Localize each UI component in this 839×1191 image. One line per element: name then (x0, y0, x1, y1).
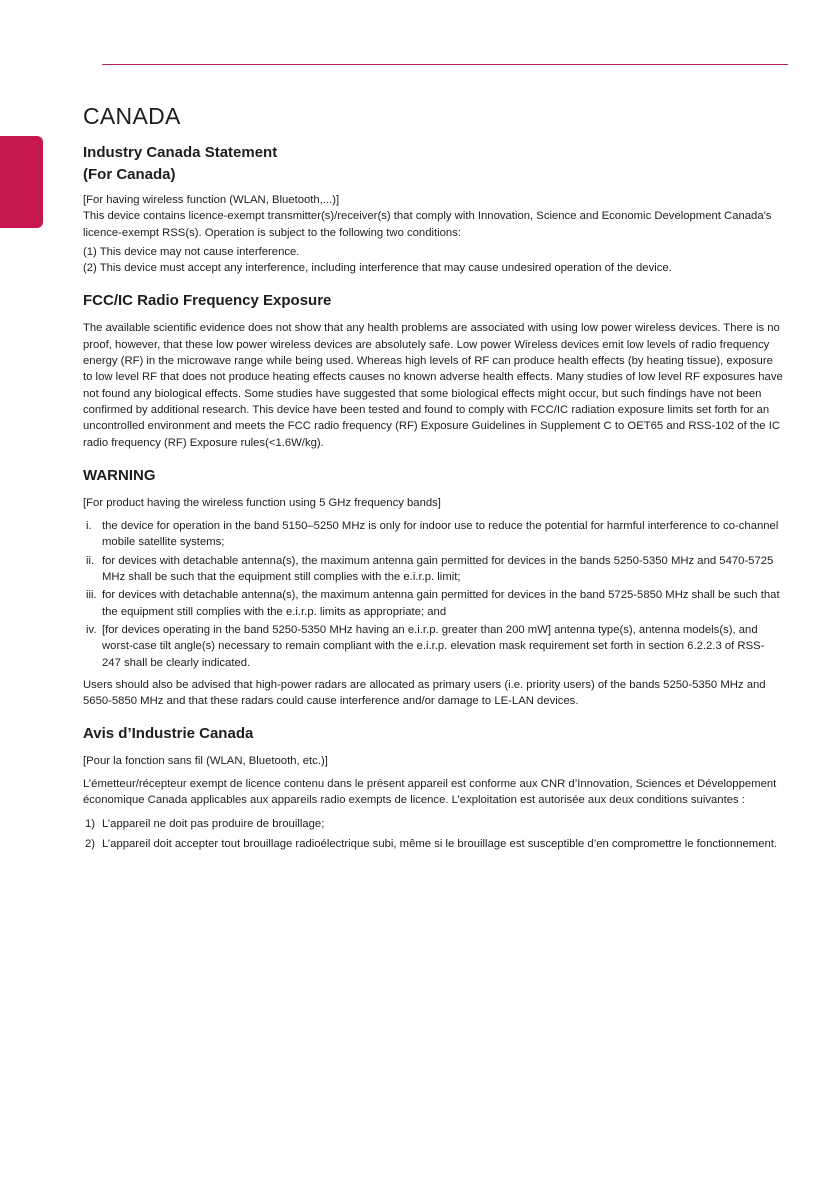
list-item-text: for devices with detachable antenna(s), the maximum antenna gain permitted for devices in the bands 5250-5350 MHz and 5470-5725 MHz shall be such that the equipment still complies with the e.i.r.p. limit; (102, 554, 774, 584)
list-item-number: 1) (85, 818, 96, 831)
avis-intro: [Pour la fonction sans fil (WLAN, Bluetooth, etc.)] (83, 755, 328, 768)
list-item-number: iii. (86, 589, 97, 602)
avis-section (83, 723, 783, 851)
page-content (83, 103, 783, 855)
list-item (83, 836, 783, 852)
list-item (83, 553, 783, 586)
list-item (83, 587, 783, 620)
industry-body: This device contains licence-exempt transmitter(s)/receiver(s) that comply with Innovation, Science and Economic Development Canada's licence-exempt RSS(s). Operation is subject to the following two conditions: (83, 210, 772, 239)
list-item-text: [for devices operating in the band 5250-5350 MHz having an e.i.r.p. greater than 200 mW] antenna type(s), antenna models(s), and worst-case tilt angle(s) necessary to remain compliant with the e.i.r.p. elevation mask requirement set forth in section 6.2.2.3 of RSS-247 shall be clearly indicated. (102, 623, 765, 669)
warning-intro: [For product having the wireless function using 5 GHz frequency bands] (83, 496, 441, 509)
fcc-section (83, 290, 783, 450)
list-item (83, 816, 783, 832)
list-item-number: 2) (85, 837, 96, 850)
list-item-number: iv. (86, 623, 97, 636)
warning-list (83, 518, 783, 671)
warning-heading: WARNING (83, 466, 156, 484)
avis-body: L’émetteur/récepteur exempt de licence contenu dans le présent appareil est conforme aux CNR d’Innovation, Sciences et Développement économique Canada applicables aux appareils radio exempts de licence. L’exploitation est autorisée aux deux conditions suivantes : (83, 777, 777, 807)
list-item-text: for devices with detachable antenna(s), the maximum antenna gain permitted for devices in the band 5725-5850 MHz shall be such that the equipment still complies with the e.i.r.p. limits as appropriate; and (102, 589, 780, 618)
header-rule (102, 64, 788, 65)
warning-footer: Users should also be advised that high-power radars are allocated as primary users (i.e. priority users) of the bands 5250-5350 MHz and 5650-5850 MHz and that these radars could cause interference and/or damage to LE-LAN devices. (83, 678, 766, 708)
list-item (83, 622, 783, 671)
section-tab-marker (0, 136, 43, 228)
list-item-number: ii. (86, 554, 95, 567)
list-item-text: the device for operation in the band 5150–5250 MHz is only for indoor use to reduce the potential for harmful interference to co-channel mobile satellite systems; (102, 520, 779, 549)
list-item (83, 518, 783, 551)
list-item-text: L’appareil ne doit pas produire de brouillage; (102, 818, 325, 831)
list-item-number: i. (86, 520, 92, 533)
industry-heading: Industry Canada Statement (83, 144, 278, 161)
industry-condition-1: (1) This device may not cause interference. (83, 245, 300, 258)
industry-condition-2: (2) This device must accept any interference, including interference that may cause undesired operation of the device. (83, 262, 672, 275)
avis-list (83, 816, 783, 852)
page-title: CANADA (83, 103, 181, 129)
industry-canada-section (83, 142, 783, 276)
list-item-text: L’appareil doit accepter tout brouillage radioélectrique subi, même si le brouillage est susceptible d’en compromettre le fonctionnement. (102, 837, 778, 850)
industry-intro: [For having wireless function (WLAN, Bluetooth,...)] (83, 194, 340, 206)
fcc-heading: FCC/IC Radio Frequency Exposure (83, 292, 332, 310)
warning-section (83, 465, 783, 710)
avis-heading: Avis d’Industrie Canada (83, 725, 254, 743)
industry-subheading: (For Canada) (83, 166, 176, 183)
fcc-body: The available scientific evidence does not show that any health problems are associated with using low power wireless devices. There is no proof, however, that these low power wireless devices are absolutely safe. Low power Wireless devices emit low levels of radio frequency energy (RF) in the microwave range while being used. Whereas high levels of RF can produce health effects (by heating tissue), exposure to low level RF that does not produce heating effects causes no known adverse health effects. Many studies of low level RF exposures have not found any biological effects. Some studies have suggested that some biological effects might occur, but such findings have not been confirmed by additional research. This device have been tested and found to comply with FCC/IC radiation exposure limits set forth for an uncontrolled environment and meets the FCC radio frequency (RF) Exposure Guidelines in Supplement C to OET65 and RSS-102 of the IC radio frequency (RF) Exposure rules(<1.6W/kg). (83, 322, 783, 449)
